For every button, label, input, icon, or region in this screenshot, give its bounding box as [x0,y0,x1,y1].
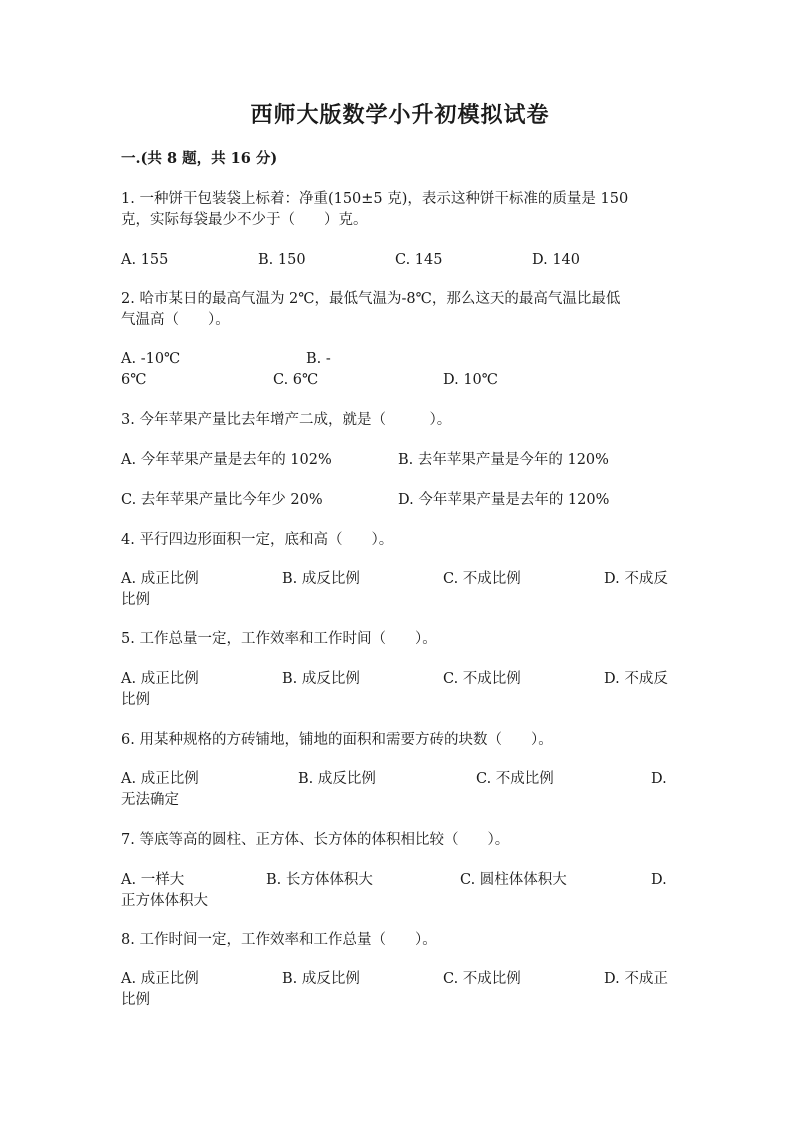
question-4-option-d: D. 不成反 [604,571,668,587]
question-2-option-b-continued: 6℃ [121,372,147,388]
question-5-option-b: B. 成反比例 [282,671,360,687]
question-3-option-d: D. 今年苹果产量是去年的 120% [398,492,610,508]
question-5-option-a: A. 成正比例 [121,671,199,687]
question-1-option-b: B. 150 [258,252,306,268]
question-3-option-b: B. 去年苹果产量是今年的 120% [398,452,609,468]
question-6-stem-line-1: 6. 用某种规格的方砖铺地，铺地的面积和需要方砖的块数（ ）。 [121,732,553,748]
question-3-option-c: C. 去年苹果产量比今年少 20% [121,492,323,508]
question-7-option-c: C. 圆柱体体积大 [460,872,567,888]
question-8-stem-line-1: 8. 工作时间一定，工作效率和工作总量（ ）。 [121,932,437,948]
question-2-option-c: C. 6℃ [273,372,319,388]
question-2-option-a: A. -10℃ [121,351,181,367]
question-4-option-c: C. 不成比例 [443,571,521,587]
question-7-option-b: B. 长方体体积大 [266,872,373,888]
question-1-option-c: C. 145 [395,252,443,268]
exam-title: 西师大版数学小升初模拟试卷 [250,102,550,128]
question-1-stem-line-2: 克，实际每袋最少不少于（ ）克。 [121,212,368,228]
question-4-option-d-continued: 比例 [121,592,150,608]
question-1-stem-line-1: 1. 一种饼干包装袋上标着：净重(150±5 克)，表示这种饼干标准的质量是 150 [121,191,629,207]
question-1-option-d: D. 140 [532,252,581,268]
question-7-option-d-continued: 正方体体积大 [121,893,208,909]
question-5-option-d-continued: 比例 [121,692,150,708]
question-2-option-d: D. 10℃ [443,372,498,388]
question-6-option-b: B. 成反比例 [298,771,376,787]
question-8-option-b: B. 成反比例 [282,971,360,987]
question-7-option-d: D. [651,872,667,888]
question-5-option-c: C. 不成比例 [443,671,521,687]
question-8-option-c: C. 不成比例 [443,971,521,987]
question-5-stem-line-1: 5. 工作总量一定，工作效率和工作时间（ ）。 [121,631,437,647]
question-2-option-b: B. - [306,351,331,367]
question-4-stem-line-1: 4. 平行四边形面积一定，底和高（ ）。 [121,532,394,548]
question-8-option-d-continued: 比例 [121,992,150,1008]
question-4-option-a: A. 成正比例 [121,571,199,587]
question-4-option-b: B. 成反比例 [282,571,360,587]
question-3-stem-line-1: 3. 今年苹果产量比去年增产二成，就是（ ）。 [121,412,452,428]
section-heading: 一.(共 8 题，共 16 分) [121,150,278,167]
question-1-option-a: A. 155 [121,252,169,268]
question-3-option-a: A. 今年苹果产量是去年的 102% [121,452,332,468]
question-6-option-a: A. 成正比例 [121,771,199,787]
question-6-option-d: D. [651,771,667,787]
question-6-option-d-continued: 无法确定 [121,792,179,808]
question-7-stem-line-1: 7. 等底等高的圆柱、正方体、长方体的体积相比较（ ）。 [121,832,510,848]
question-8-option-d: D. 不成正 [604,971,668,987]
question-5-option-d: D. 不成反 [604,671,668,687]
question-8-option-a: A. 成正比例 [121,971,199,987]
question-2-stem-line-1: 2. 哈市某日的最高气温为 2℃，最低气温为-8℃，那么这天的最高气温比最低 [121,291,621,307]
question-7-option-a: A. 一样大 [121,872,185,888]
question-2-stem-line-2: 气温高（ ）。 [121,312,230,328]
question-6-option-c: C. 不成比例 [476,771,554,787]
